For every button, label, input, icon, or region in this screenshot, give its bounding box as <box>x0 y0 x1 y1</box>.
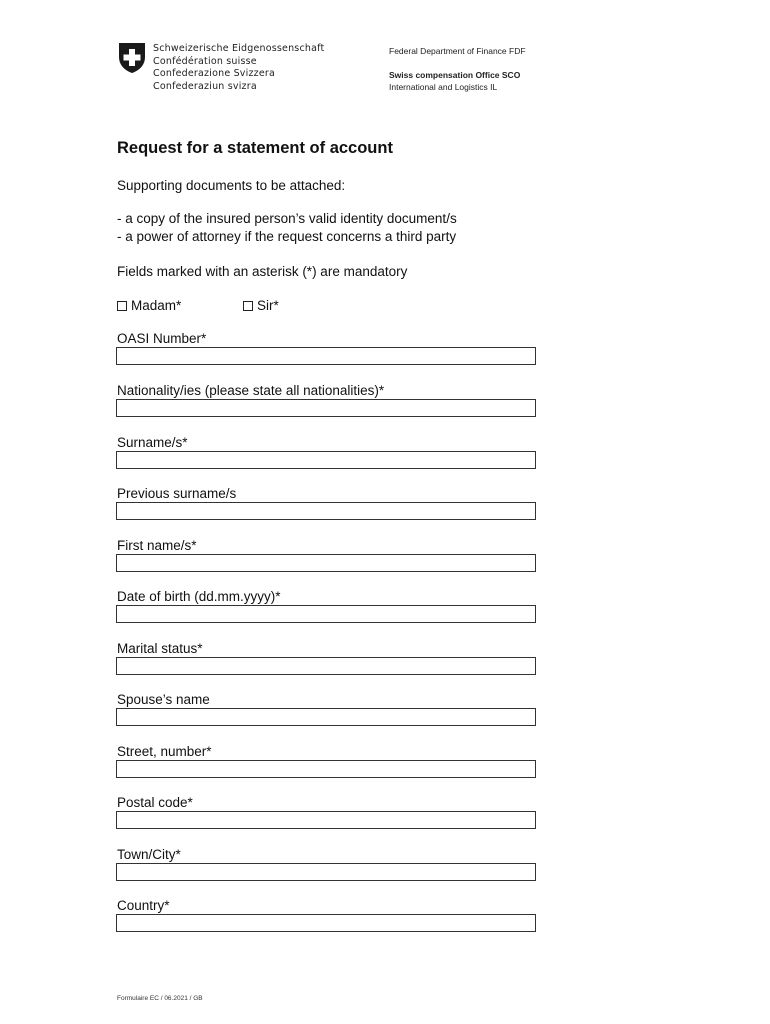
department-block <box>389 45 526 93</box>
office-name: Swiss compensation Office SCO <box>389 70 521 80</box>
department-name: Federal Department of Finance FDF <box>389 46 526 56</box>
form-code: Formulaire EC / 06.2021 / GB <box>117 995 203 1002</box>
nationality-input[interactable] <box>116 399 536 417</box>
town-city-label: Town/City* <box>117 847 181 862</box>
sir-checkbox[interactable] <box>243 301 253 311</box>
marital-status-input[interactable] <box>116 657 536 675</box>
country-input[interactable] <box>116 914 536 932</box>
form-title: Request for a statement of account <box>117 139 393 157</box>
nationality-label: Nationality/ies (please state all nationalities)* <box>117 383 385 398</box>
confederation-line-de: Schweizerische Eidgenossenschaft <box>153 43 325 54</box>
salutation-madam-option[interactable] <box>117 298 181 313</box>
swiss-crest-icon <box>118 42 146 74</box>
previous-surname-input[interactable] <box>116 502 536 520</box>
spouse-name-label: Spouse’s name <box>117 692 210 707</box>
first-name-input[interactable] <box>116 554 536 572</box>
surname-input[interactable] <box>116 451 536 469</box>
madam-label: Madam* <box>131 298 182 313</box>
spouse-name-input[interactable] <box>116 708 536 726</box>
town-city-input[interactable] <box>116 863 536 881</box>
first-name-label: First name/s* <box>117 538 197 553</box>
confederation-names <box>153 43 324 93</box>
street-number-label: Street, number* <box>117 744 212 759</box>
confederation-line-rm: Confederaziun svizra <box>153 80 257 92</box>
supporting-heading: Supporting documents to be attached: <box>117 178 346 193</box>
oasi-number-input[interactable] <box>116 347 536 365</box>
oasi-number-label: OASI Number* <box>117 331 207 346</box>
mandatory-note: Fields marked with an asterisk (*) are mandatory <box>117 264 408 279</box>
date-of-birth-input[interactable] <box>116 605 536 623</box>
previous-surname-label: Previous surname/s <box>117 486 237 501</box>
street-number-input[interactable] <box>116 760 536 778</box>
salutation-sir-option[interactable] <box>243 298 279 313</box>
postal-code-label: Postal code* <box>117 795 193 810</box>
date-of-birth-label: Date of birth (dd.mm.yyyy)* <box>117 589 281 604</box>
madam-checkbox[interactable] <box>117 301 127 311</box>
surname-label: Surname/s* <box>117 435 188 450</box>
country-label: Country* <box>117 898 170 913</box>
supporting-item-identity: - a copy of the insured person’s valid identity document/s <box>117 211 457 226</box>
confederation-line-fr: Confédération suisse <box>153 55 257 67</box>
postal-code-input[interactable] <box>116 811 536 829</box>
supporting-item-attorney: - a power of attorney if the request concerns a third party <box>117 229 457 244</box>
confederation-line-it: Confederazione Svizzera <box>153 68 276 79</box>
marital-status-label: Marital status* <box>117 641 203 656</box>
unit-name: International and Logistics IL <box>389 82 498 92</box>
sir-label: Sir* <box>257 298 279 313</box>
